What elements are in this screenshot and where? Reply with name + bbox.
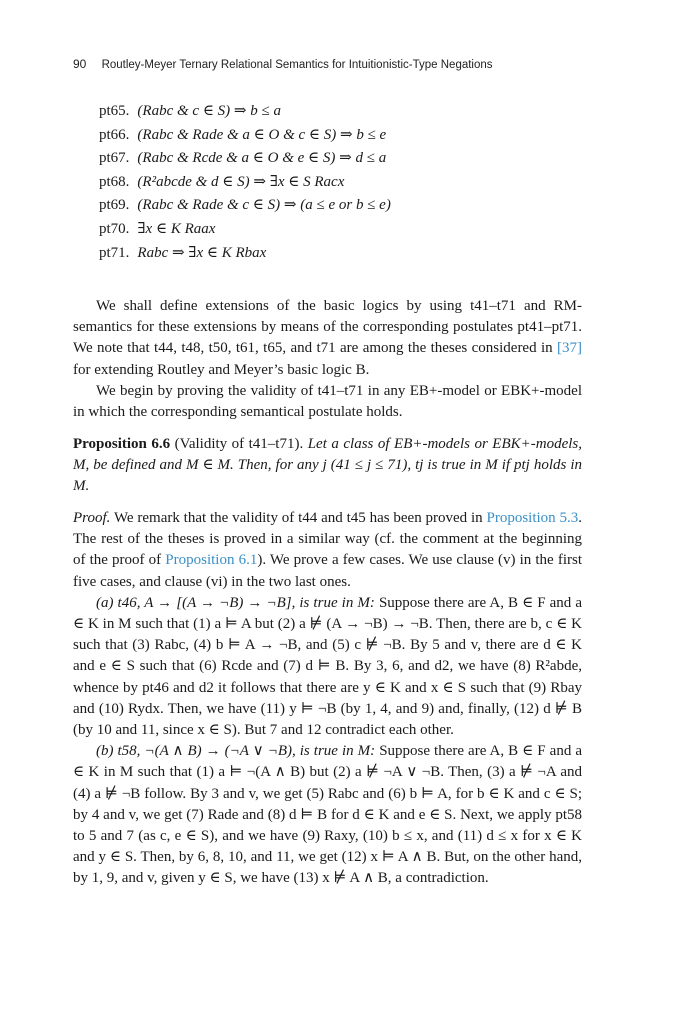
- case-a-text: Suppose there are A, B ∈ F and a ∈ K in M such that (1) a ⊨ A but (2) a ⊭ (A → ¬B) → ¬B. Then, there are b, c ∈ K such that (3) Rabc, (4) b ⊨ A → ¬B, and (5) c ⊭ ¬B. By 5 and v, there are d ∈ K and e ∈ S such that (6) Rcde and (7) d ⊨ B. By 3, 6, and d2, we have (8) R²abde, whence by pt46 and d2 it follows that there are y ∈ K and x ∈ S such that (9) Rbay and (10) Rydx. Then, we have (11) y ⊨ ¬B (by 1, 4, and 9) and, finally, (12) d ⊭ B (by 10 and 11, since x ∈ S). But 7 and 12 contradict each other.: [73, 594, 583, 739]
- proposition-block: Proposition 6.6 (Validity of t41–t71). Let a class of EB+-models or EBK+-models, M, be defined and M ∈ M. Then, for any j (41 ≤ j ≤ 71), tj is true in M if ptj holds in M.: [73, 436, 582, 495]
- postulate-item: pt66. (Rabc & Rade & a ∈ O & c ∈ S) ⇒ b ≤ e: [99, 126, 387, 143]
- proof-label: Proof.: [73, 510, 111, 526]
- postulate-item: pt70. ∃x ∈ K Raax: [99, 220, 216, 237]
- postulate-item: pt68. (R²abcde & d ∈ S) ⇒ ∃x ∈ S Racx: [99, 173, 345, 190]
- running-header: [73, 57, 493, 71]
- postulate-item: pt67. (Rabc & Rcde & a ∈ O & e ∈ S) ⇒ d ≤ a: [99, 150, 387, 167]
- proposition-link[interactable]: Proposition 6.1: [165, 552, 258, 569]
- paragraph-begin: We begin by proving the validity of t41–t71 in any EB+-model or EBK+-model in which the corresponding semantical postulate holds.: [73, 382, 582, 421]
- postulate-item: pt69. (Rabc & Rade & c ∈ S) ⇒ (a ≤ e or b ≤ e): [99, 197, 391, 214]
- case-b-text: Suppose there are A, B ∈ F and a ∈ K in M such that (1) a ⊨ ¬(A ∧ B) but (2) a ⊭ ¬A ∨ ¬B. Then, (3) a ⊭ ¬A and (4) a ⊭ ¬B follow. By 3 and v, we get (5) Rabc and (6) b ⊨ A, for b ∈ K and c ∈ S; by 4 and v, we get (7) Rade and (8) d ⊨ B for d ∈ K and e ∈ S. Next, we apply pt58 to 5 and 7 (as c, e ∈ S), and we have (9) Raxy, (10) b ≤ x, and (11) d ≤ x for x ∈ K and y ∈ S. Then, by 6, 8, 10, and 11, we get (12) x ⊨ A ∧ B. But, on the other hand, by 1, 9, and v, given y ∈ S, we have (13) x ⊭ A ∧ B, a contradiction.: [73, 743, 583, 887]
- postulate-list: [99, 100, 391, 265]
- paragraph-extensions: We shall define extensions of the basic logics by using t41–t71 and RM-semantics for these extensions by means of the corresponding postulates pt41–pt71. We note that t44, t48, t50, t61, t65, and t71 are among the theses considered in [37] for extending Routley and Meyer’s basic logic B. We begin by proving the validity of t41–t71 in any EB+-model or EBK+-model in which the corresponding semantical postulate holds.: [73, 296, 582, 423]
- proposition-link[interactable]: Proposition 5.3: [486, 510, 579, 526]
- postulate-item: pt71. Rabc ⇒ ∃x ∈ K Rbax: [99, 244, 267, 261]
- proof-block: Proof. We remark that the validity of t44 and t45 has been proved in Proposition 5.3. The rest of the theses is proved in a similar way (cf. the comment at the beginning of the proof of Proposition 6.1). We prove a few cases. We use clause (v) in the first five cases, and clause (vi) in the two last ones. (a) t46, A → [(A → ¬B) → ¬B], is true in M: Suppose there are A, B ∈ F and a ∈ K in M such that (1) a ⊨ A but (2) a ⊭ (A → ¬B) → ¬B. Then, there are b, c ∈ K such that (3) Rabc, (4) b ⊨ A → ¬B, and (5) c ⊭ ¬B. By 5 and v, there are d ∈ K and e ∈ S such that (6) Rcde and (7) d ⊨ B. By 3, 6, and d2, we have (8) R²abde, whence by pt46 and d2 it follows that there are y ∈ K and x ∈ S such that (9) Rbay and (10) Rydx. Then, we have (11) y ⊨ ¬B (by 1, 4, and 9) and, finally, (12) d ⊭ B (by 10 and 11, since x ∈ S). But 7 and 12 contradict each other. (b) t58, ¬(A ∧ B) → (¬A ∨ ¬B), is true in M: Suppose there are A, B ∈ F and a ∈ K in M such that (1) a ⊨ ¬(A ∧ B) but (2) a ⊭ ¬A ∨ ¬B. Then, (3) a ⊭ ¬A and (4) a ⊭ ¬B follow. By 3 and v, we get (5) Rabc and (6) b ⊨ A, for b ∈ K and c ∈ S; by 4 and v, we get (7) Rade and (8) d ⊨ B for d ∈ K and e ∈ S. Next, we apply pt58 to 5 and 7 (as c, e ∈ S), and we have (9) Raxy, (10) b ≤ x, and (11) d ≤ x for x ∈ K and y ∈ S. Then, by 6, 8, 10, and 11, we get (12) x ⊨ A ∧ B. But, on the other hand, by 1, 9, and v, given y ∈ S, we have (13) x ⊭ A ∧ B, a contradiction.: [73, 510, 583, 887]
- citation-link[interactable]: [37]: [557, 340, 583, 357]
- postulate-item: pt65. (Rabc & c ∈ S) ⇒ b ≤ a: [99, 103, 281, 119]
- proposition-statement: Let a class of EB+-models or EBK+-models, M, be defined and M ∈ M. Then, for any j (41 ≤ j ≤ 71), tj is true in M if ptj holds in M.: [73, 436, 582, 495]
- running-title: Routley-Meyer Ternary Relational Semantics for Intuitionistic-Type Negations: [101, 59, 493, 71]
- case-a-heading: (a) t46, A → [(A → ¬B) → ¬B], is true in M:: [96, 594, 375, 611]
- page-number: 90: [73, 57, 87, 71]
- case-b-heading: (b) t58, ¬(A ∧ B) → (¬A ∨ ¬B), is true in M:: [96, 743, 376, 760]
- proposition-title: Proposition 6.6: [73, 436, 171, 452]
